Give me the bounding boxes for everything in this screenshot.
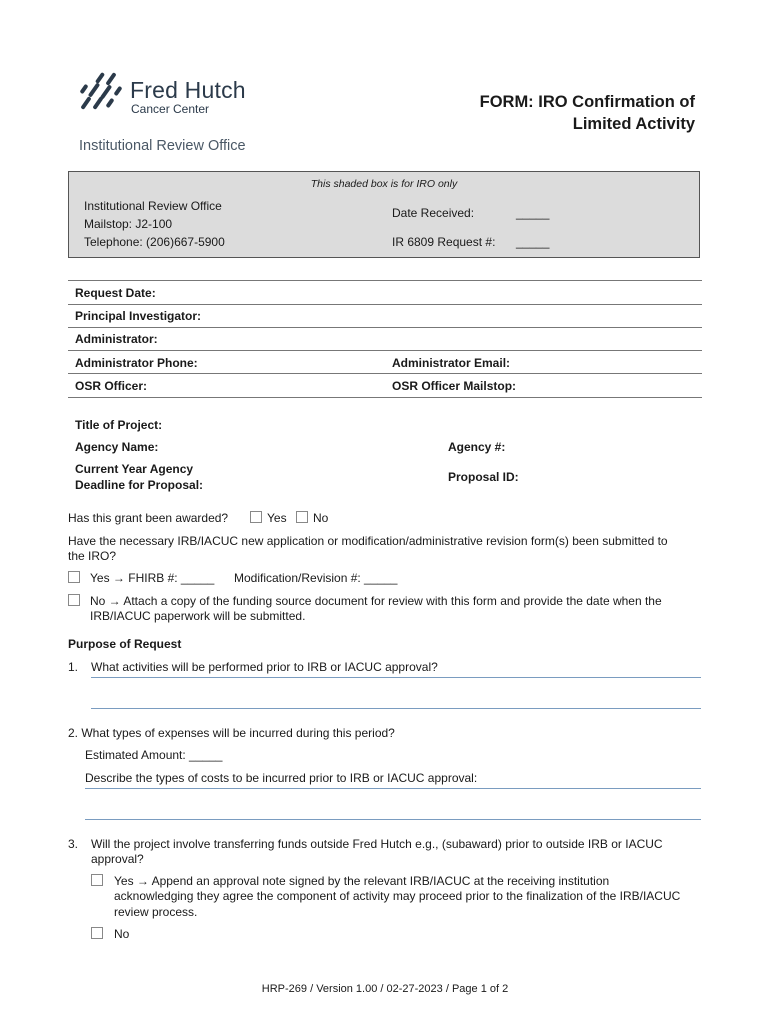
form-title-line-1: FORM: IRO Confirmation of — [479, 93, 695, 111]
deadline-label-line-1: Current Year Agency — [75, 462, 194, 476]
question-2-text: 2. What types of expenses will be incurred during this period? — [68, 726, 395, 740]
submitted-no-checkbox[interactable] — [68, 594, 80, 606]
question-1-answer-line[interactable] — [91, 677, 701, 678]
estimated-amount-field[interactable]: Estimated Amount: _____ — [85, 748, 223, 762]
submitted-yes-label: Yes → FHIRB #: _____ — [90, 571, 215, 585]
question-3-no-label: No — [114, 927, 130, 941]
question-3-yes-checkbox[interactable] — [91, 874, 103, 886]
grant-yes-label: Yes — [267, 511, 287, 525]
deadline-field[interactable]: Deadline for Proposal: — [75, 478, 204, 492]
modification-revision-field[interactable]: Modification/Revision #: _____ — [234, 571, 398, 585]
iro-office: Institutional Review Office — [84, 199, 222, 213]
table-bottom-line — [68, 397, 702, 398]
question-1-answer-line[interactable] — [91, 708, 701, 709]
office-heading: Institutional Review Office — [79, 138, 246, 154]
submitted-no-label-line-1: No → Attach a copy of the funding source document for review with this form and provide the date when the — [90, 594, 662, 608]
table-row-line — [68, 304, 702, 305]
submitted-question-line-2: the IRO? — [68, 549, 117, 563]
question-3-number: 3. — [68, 837, 79, 851]
iro-only-box — [68, 171, 700, 258]
osr-officer-field[interactable]: OSR Officer: — [75, 379, 148, 393]
submitted-no-label-line-2: IRB/IACUC paperwork will be submitted. — [90, 609, 306, 623]
table-row-line — [68, 350, 702, 351]
principal-investigator-field[interactable]: Principal Investigator: — [75, 309, 202, 323]
date-received-value[interactable]: _____ — [516, 206, 550, 220]
question-2-answer-line[interactable] — [85, 819, 701, 820]
request-number-label: IR 6809 Request #: — [392, 235, 496, 249]
purpose-heading: Purpose of Request — [68, 637, 182, 651]
fred-hutch-logo-icon — [78, 70, 122, 114]
question-3-text-line-2: approval? — [91, 852, 144, 866]
question-3-yes-line-1: Yes → Append an approval note signed by the relevant IRB/IACUC at the receiving institution — [114, 874, 610, 888]
grant-awarded-question: Has this grant been awarded? — [68, 511, 229, 525]
agency-number-field[interactable]: Agency #: — [448, 440, 506, 454]
agency-name-field[interactable]: Agency Name: — [75, 440, 159, 454]
question-3-no-checkbox[interactable] — [91, 927, 103, 939]
question-3-yes-line-3: review process. — [114, 905, 198, 919]
submitted-question-line-1: Have the necessary IRB/IACUC new application or modification/administrative revision form(s) been submitted to — [68, 534, 668, 548]
request-number-value[interactable]: _____ — [516, 235, 550, 249]
iro-telephone: Telephone: (206)667-5900 — [84, 235, 225, 249]
administrator-phone-field[interactable]: Administrator Phone: — [75, 356, 198, 370]
osr-officer-mailstop-field[interactable]: OSR Officer Mailstop: — [392, 379, 517, 393]
administrator-field[interactable]: Administrator: — [75, 332, 158, 346]
question-2-answer-line[interactable] — [85, 788, 701, 789]
proposal-id-field[interactable]: Proposal ID: — [448, 470, 519, 484]
grant-yes-checkbox[interactable] — [250, 511, 262, 523]
request-date-field[interactable]: Request Date: — [75, 286, 156, 300]
project-title-field[interactable]: Title of Project: — [75, 418, 163, 432]
table-top-line — [68, 280, 702, 281]
iro-box-note: This shaded box is for IRO only — [310, 178, 458, 190]
grant-no-checkbox[interactable] — [296, 511, 308, 523]
question-3-yes-line-2: acknowledging they agree the component of activity may proceed prior to the finalization of the IRB/IACUC — [114, 889, 681, 903]
page-footer: HRP-269 / Version 1.00 / 02-27-2023 / Page 1 of 2 — [261, 983, 509, 995]
grant-no-label: No — [313, 511, 329, 525]
submitted-yes-checkbox[interactable] — [68, 571, 80, 583]
table-row-line — [68, 373, 702, 374]
table-row-line — [68, 327, 702, 328]
administrator-email-field[interactable]: Administrator Email: — [392, 356, 511, 370]
question-3-text-line-1: Will the project involve transferring funds outside Fred Hutch e.g., (subaward) prior to outside IRB or IACUC — [91, 837, 663, 851]
form-title-line-2: Limited Activity — [572, 115, 695, 133]
question-1-number: 1. — [68, 660, 79, 674]
logo-name: Fred Hutch — [130, 77, 246, 103]
iro-mailstop: Mailstop: J2-100 — [84, 217, 173, 231]
logo-subtitle: Cancer Center — [131, 102, 210, 116]
form-title — [375, 91, 695, 135]
question-2-describe: Describe the types of costs to be incurred prior to IRB or IACUC approval: — [85, 771, 478, 785]
question-1-text: What activities will be performed prior to IRB or IACUC approval? — [91, 660, 438, 674]
date-received-label: Date Received: — [392, 206, 475, 220]
